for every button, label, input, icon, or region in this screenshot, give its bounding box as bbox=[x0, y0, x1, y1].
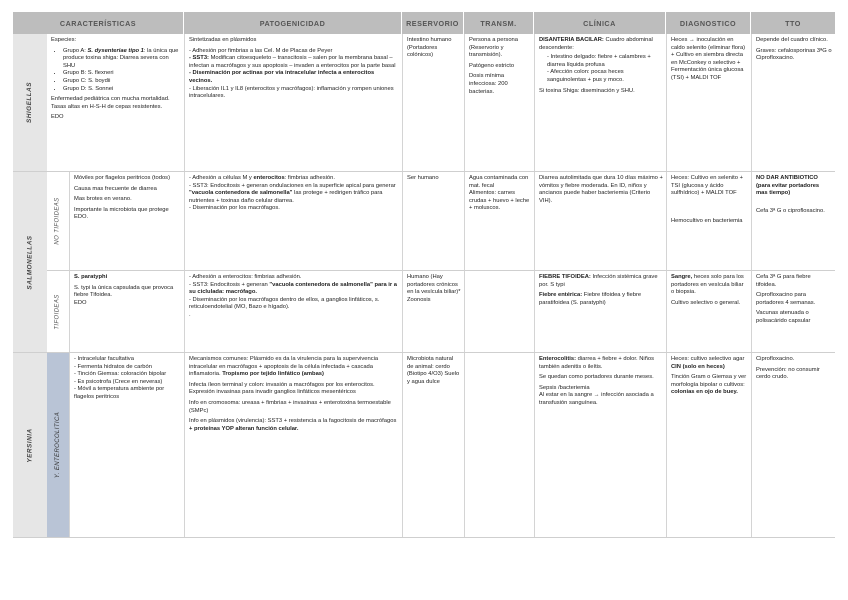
species-d: • Grupo D: S. Sonnei bbox=[63, 86, 181, 94]
shigellas-epidemiology: Enfermedad pediátrica con mucha mortalidad. Tasas altas en H-S-H de cepas resistentes. bbox=[51, 96, 170, 110]
yersinia-label: YERSINIA bbox=[26, 427, 34, 463]
shigellas-tto: Depende del cuadro clínico. Graves: cefalosporinas 3ªG o Ciprofloxacino. bbox=[751, 34, 835, 171]
no-tifoideas-clinica: Diarrea autolimitada que dura 10 días máximo + vómitos y fiebre moderada. En ID, niños y ancianos puede haber bacteriemia (Criterio VIH). bbox=[534, 172, 666, 271]
yersinia-patogenicidad: Mecanismos comunes: Plásmido es da la virulencia para la supervivencia intracelular en macrófagos + apoptosis de la célula infectada + cascada inflamatoria. Tropismo por tejido linfático (ambas) Infecta íleon terminal y colon: invasión a macrófagos por los enterocitos. Expresión invasinas para invadir ganglios linfáticos mesentéricos Info en cromosoma: ureasa + fimbrias + invasinas + enterotoxina termoestable (SMPc) Info en plásmidos (virulencia): SST3 + resistencia a la fagocitosis de macrófagos + proteínas YOP alteran función celular. bbox=[184, 353, 402, 537]
tifoideas-tto: Cefa 3ª G para fiebre tifoidea. Ciprofloxacino para portadores 4 semanas. Vacunas atenuada o polisacárido capsular bbox=[751, 271, 835, 352]
no-tifoideas-reservorio: Ser humano bbox=[402, 172, 464, 271]
tifoideas-transmision bbox=[464, 271, 534, 352]
row-yersinia bbox=[13, 353, 835, 538]
pat-line-2: - SST3: Modifican citoesqueleto – transcitosis – salen por la membrana basal – infectan a macrófagos y sus apoptosis – invaden a enterocitos por la parte basal bbox=[189, 55, 396, 69]
no-tifoideas-label-cell bbox=[47, 172, 69, 271]
shigellas-patogenicidad bbox=[184, 34, 402, 171]
species-a: • Grupo A: S. dysenteriae tipo 1: la única que produce toxina shiga: Diarrea severa con SHU bbox=[63, 48, 181, 71]
shigellas-transmision: Persona a persona (Reservorio y transmisión). Patógeno estricto Dosis mínima infecciosa: 200 bacterias. bbox=[464, 34, 534, 171]
shigellas-species-list bbox=[51, 48, 181, 94]
header-transm: TRANSM. bbox=[464, 12, 534, 34]
enterocolitica-label: Y. ENTEROCOLITICA bbox=[55, 411, 62, 479]
row-salmonellas bbox=[13, 172, 835, 353]
shigellas-reservorio: Intestino humano (Portadores colónicos) bbox=[402, 34, 464, 171]
pat-line-4: - Liberación IL1 y IL8 (enterocitos y macrófagos): inflamación y rompen uniones intracelulares. bbox=[189, 85, 394, 100]
header-reservorio: RESERVORIO bbox=[402, 12, 464, 34]
header-tto: TTO bbox=[751, 12, 835, 34]
yersinia-clinica: Enterocolitis: diarrea + fiebre + dolor. Niños también adenitis o ileítis. Se quedan como portadores durante meses. Sepsis /bacteriemia Al estar en la sangre → infección asociada a transfusión sanguínea. bbox=[534, 353, 666, 537]
shigellas-label-cell bbox=[13, 34, 47, 171]
salmonellas-label-cell bbox=[13, 172, 47, 352]
species-c: • Grupo C: S. boydii bbox=[63, 78, 181, 86]
row-shigellas bbox=[13, 34, 835, 172]
tifoideas-patogenicidad: - Adhesión a enterocitos: fimbrias adhesión. - SST3: Endocitosis + generan "vacuola contenedora de salmonella" para ir a su ciclulada: macrófago. - Diseminación por los macrófagos dentro de ellos, a ganglios linfáticos, s. reticuloendotelial (MO, Bazo e hígado). . bbox=[184, 271, 402, 352]
shigellas-species-intro: Especies: bbox=[51, 37, 77, 43]
shigellas-clinica-list: - Intestino delgado: fiebre + calambres + diarrea líquida profusa - Afección colon: pocas heces sanguinolentas + pus y moco. bbox=[547, 54, 651, 83]
no-tifoideas-diagnostico: Heces: Cultivo en selenito + TSI (glucosa y ácido sulfhídrico) + MALDI TOF Hemocultivo en bacteriemia bbox=[666, 172, 751, 271]
pat-line-1: - Adhesión por fimbrias a las Cel. M de Placas de Peyer bbox=[189, 47, 333, 54]
shigellas-edo: EDO bbox=[51, 114, 64, 121]
enterocolitica-label-cell bbox=[47, 353, 69, 537]
pat-intro: Sintetizadas en plásmidos bbox=[189, 37, 257, 43]
microbiology-table bbox=[13, 12, 835, 538]
header-diagnostico: DIAGNOSTICO bbox=[666, 12, 751, 34]
salmonellas-label: SALMONELLAS bbox=[26, 234, 34, 290]
yersinia-tto: Ciprofloxacino. Prevención: no consumir cerdo crudo. bbox=[751, 353, 835, 537]
shigellas-label: SHIGELLAS bbox=[26, 81, 34, 124]
pat-line-3: - Diseminación por actinas por vía intracelular infecta a enterocitos vecinos. bbox=[189, 70, 375, 84]
tifoideas-clinica: FIEBRE TIFOIDEA: Infección sistémica grave por. S typi Fiebre entérica: Fiebre tifoidea y fiebre paratifoidea (S. paratyphi) bbox=[534, 271, 666, 352]
no-tifoideas-caracteristicas: Móviles por flagelos peritricos (todos) Causa mas frecuente de diarrea Mas brotes en verano. Importante la microbiota que protege EDO. bbox=[69, 172, 184, 271]
no-tifoideas-transmision: Agua contaminada con mat. fecal Alimentos: carnes crudas + huevo + leche + moluscos. bbox=[464, 172, 534, 271]
tifoideas-reservorio: Humano (Hay portadores crónicos en la vesícula biliar)* Zoonosis bbox=[402, 271, 464, 352]
tifoideas-label: TIFOIDEAS bbox=[55, 293, 61, 330]
no-tifoideas-label: NO TIFOIDEAS bbox=[55, 197, 62, 245]
shigellas-caracteristicas bbox=[47, 34, 184, 171]
tifoideas-diagnostico: Sangre, heces solo para los portadores en vesícula biliar o biopsia. Cultivo selectivo o general. bbox=[666, 271, 751, 352]
header-patogenicidad: PATOGENICIDAD bbox=[184, 12, 402, 34]
tifoideas-caracteristicas: S. paratyphi S. typi la única capsulada que provoca fiebre Tifoidea. EDO bbox=[69, 271, 184, 352]
yersinia-diagnostico: Heces: cultivo selectivo agar CIN (solo en heces) Tinción Gram o Giemsa y ver morfología bipolar o cultivos: colonias en ojo de buey. bbox=[666, 353, 751, 537]
tifoideas-label-cell bbox=[47, 271, 69, 352]
header-caracteristicas: CARACTERÍSTICAS bbox=[13, 12, 184, 34]
yersinia-label-cell bbox=[13, 353, 47, 537]
yersinia-transmision bbox=[464, 353, 534, 537]
shigellas-diagnostico: Heces → inoculación en caldo selenito (eliminar flora) + Cultivo en siembra directa en McConkey o selectivo + Fermentación única glucosa (TSI) + MALDI TOF bbox=[666, 34, 751, 171]
header-clinica: CLÍNICA bbox=[534, 12, 666, 34]
shigellas-clinica: DISANTERIA BACILAR: Cuadro abdominal descendente: - Intestino delgado: fiebre + calambres + diarrea líquida profusa - Afección colon: pocas heces sanguinolentas + pus y moco. Si toxina Shiga: diseminación y SHU. bbox=[534, 34, 666, 171]
no-tifoideas-tto: NO DAR ANTIBIOTICO (para evitar portadores mas tiempo) Cefa 3ª G o ciprofloxacino. bbox=[751, 172, 835, 271]
yersinia-caracteristicas: - Intracelular facultativa - Fermenta hidratos de carbón - Tinción Giemsa: coloración bipolar - Es psicotrofa (Crece en neveras) - Móvil a temperatura ambiente por flagelos peritricos bbox=[69, 353, 184, 537]
yersinia-reservorio: Microbiota natural de animal: cerdo (Biotipo 4/O3) Suelo y agua dulce bbox=[402, 353, 464, 537]
species-b: • Grupo B: S. flexneri bbox=[63, 70, 181, 78]
no-tifoideas-patogenicidad: - Adhesión a células M y enterocitos: fimbrias adhesión. - SST3: Endocitosis + generan ondulaciones en la superficie apical para generar "vacuola contenedora de salmonella" las protege + redirigen tráfico para nutrientes + toxinas daño celular diarrea. - Diseminación por los macrófagos. bbox=[184, 172, 402, 271]
